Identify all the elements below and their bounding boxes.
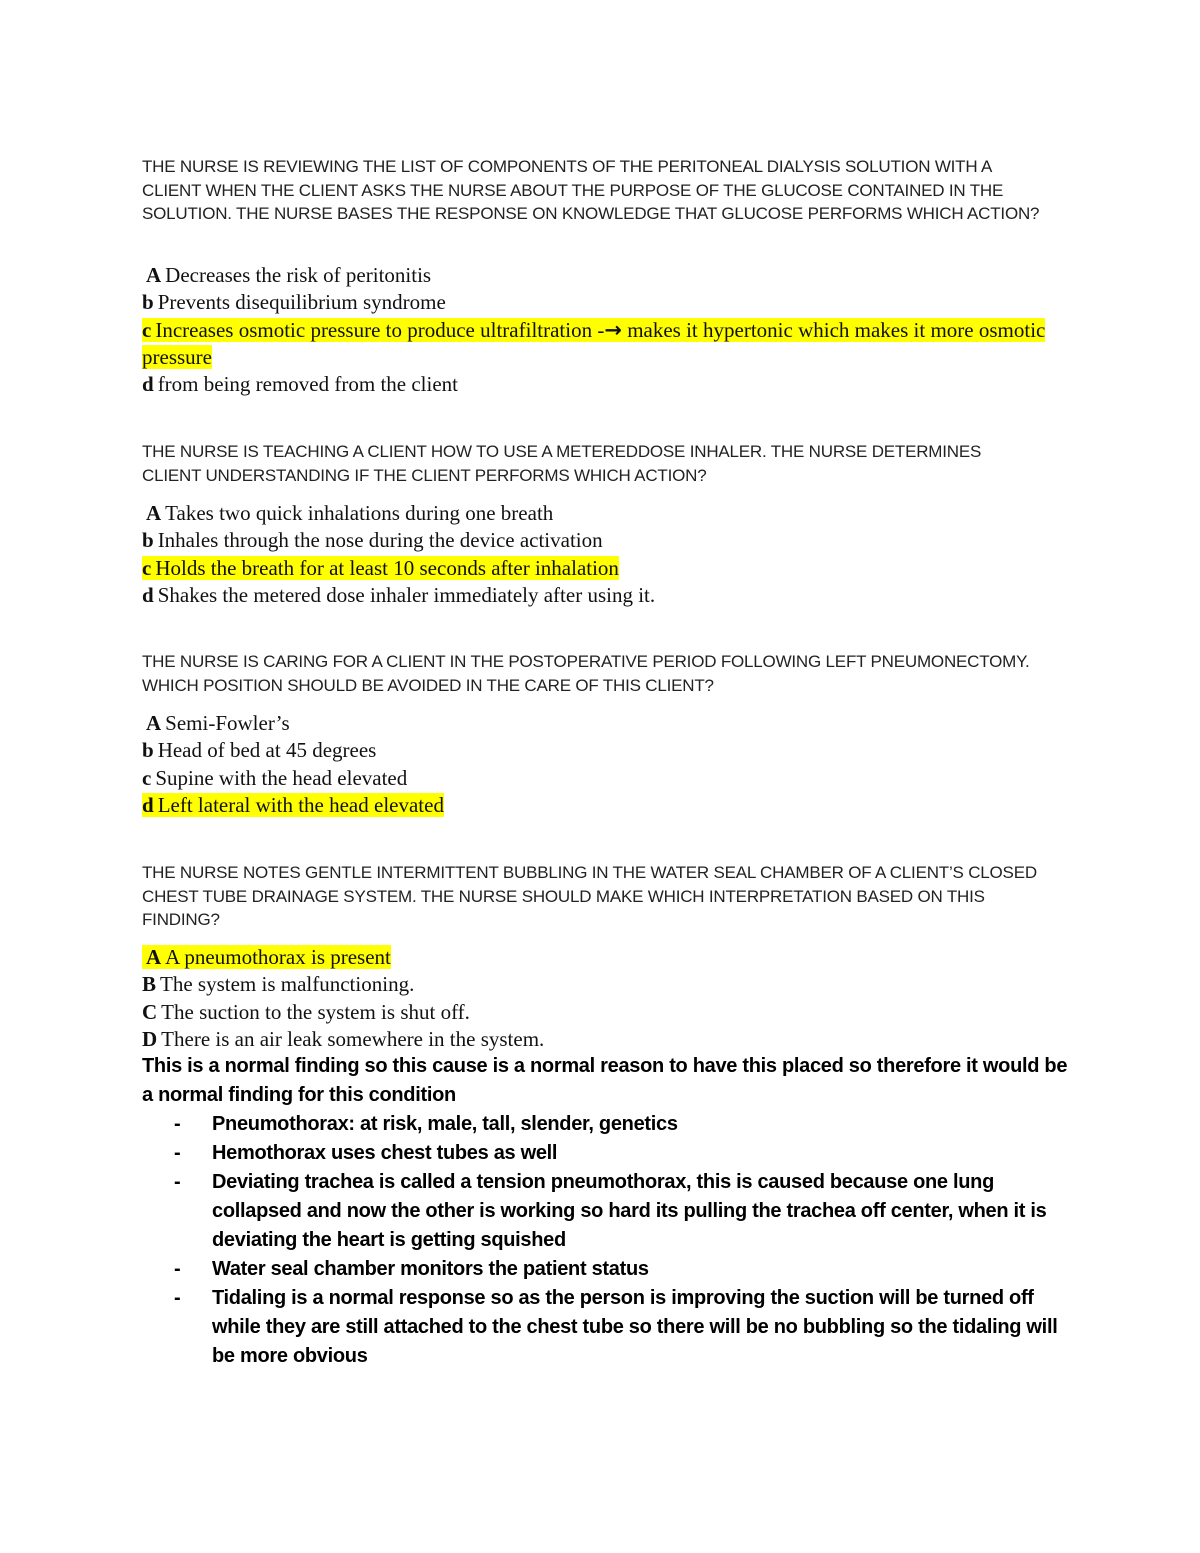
option-text: Inhales through the nose during the device activation [157,528,603,553]
option-text: Holds the breath for at least 10 seconds after inhalation [155,555,619,580]
option-4b [142,971,1062,998]
option-4c [142,999,1062,1026]
option-3b [142,737,1062,764]
question-2-text: THE NURSE IS TEACHING A CLIENT HOW TO USE A METEREDDOSE INHALER. THE NURSE DETERMINES CLIENT UNDERSTANDING IF THE CLIENT PERFORMS WHICH ACTION? [142,442,982,485]
note-item [142,1255,1072,1284]
bullet-dash: - [174,1142,181,1164]
option-letter: b [142,290,154,315]
option-letter: A [146,501,162,525]
option-1b [142,289,1062,316]
question-3-options [142,710,1062,819]
question-2-options [142,500,1062,609]
option-letter: d [142,582,154,607]
highlighted-answer [142,318,1045,369]
option-text: Prevents disequilibrium syndrome [157,290,446,315]
option-text: There is an air leak somewhere in the system. [161,1026,545,1051]
option-text: Takes two quick inhalations during one breath [165,501,554,525]
option-3c [142,765,1062,792]
right-arrow-icon: → [604,317,622,342]
option-text: Head of bed at 45 degrees [157,738,377,763]
bullet-dash: - [174,1113,181,1135]
highlighted-answer [142,556,619,580]
highlighted-answer [142,793,444,817]
option-text: The suction to the system is shut off. [161,999,470,1024]
question-3-text: THE NURSE IS CARING FOR A CLIENT IN THE POSTOPERATIVE PERIOD FOLLOWING LEFT PNEUMONECTOMY. WHICH POSITION SHOULD BE AVOIDED IN THE CARE OF THIS CLIENT? [142,652,1030,695]
option-4d [142,1026,1062,1053]
option-4a [142,944,1062,971]
option-letter: B [142,972,157,997]
highlighted-answer [142,945,391,969]
option-letter: c [142,765,152,790]
option-1d [142,371,1062,398]
option-letter: b [142,738,154,763]
option-2c [142,555,1062,582]
option-text: The system is malfunctioning. [160,972,415,997]
note-item [142,1110,1072,1139]
note-text: Tidaling is a normal response so as the person is improving the suction will be turned off while they are still attached to the chest tube so there will be no bubbling so the tidaling will be more obvious [212,1287,1058,1367]
option-3a [142,710,1062,737]
question-4-text: THE NURSE NOTES GENTLE INTERMITTENT BUBBLING IN THE WATER SEAL CHAMBER OF A CLIENT’S CLOSED CHEST TUBE DRAINAGE SYSTEM. THE NURSE SHOULD MAKE WHICH INTERPRETATION BASED ON THIS FINDING? [142,863,1037,930]
note-text: Pneumothorax: at risk, male, tall, slender, genetics [212,1113,678,1135]
option-3d [142,792,1062,819]
option-2d [142,582,1062,609]
note-item [142,1139,1072,1168]
question-1-text: THE NURSE IS REVIEWING THE LIST OF COMPONENTS OF THE PERITONEAL DIALYSIS SOLUTION WITH A CLIENT WHEN THE CLIENT ASKS THE NURSE ABOUT THE PURPOSE OF THE GLUCOSE CONTAINED IN THE SOLUTION. THE NURSE BASES THE RESPONSE ON KNOWLEDGE THAT GLUCOSE PERFORMS WHICH ACTION? [142,157,1040,224]
question-4-options [142,944,1062,1053]
option-letter: A [146,263,162,287]
option-text: Increases osmotic pressure to produce ultrafiltration - [155,317,605,342]
bullet-dash: - [174,1287,181,1309]
option-2b [142,527,1062,554]
note-text: Deviating trachea is called a tension pneumothorax, this is caused because one lung collapsed and now the other is working so hard its pulling the trachea off center, when it is deviating the heart is getting squished [212,1171,1047,1251]
explanation-text: This is a normal finding so this cause is a normal reason to have this placed so therefore it would be a normal finding for this condition [142,1055,1068,1106]
option-letter: d [142,792,154,817]
option-letter: b [142,528,154,553]
option-text: Supine with the head elevated [155,765,408,790]
bullet-dash: - [174,1171,181,1193]
note-text: Water seal chamber monitors the patient status [212,1258,649,1280]
option-letter: A [146,711,162,735]
option-text: A pneumothorax is present [165,945,391,969]
option-text: from being removed from the client [157,372,459,397]
option-text-continued: makes it hypertonic which makes it more osmotic pressure [142,317,1046,369]
notes-list [142,1110,1072,1371]
note-text: Hemothorax uses chest tubes as well [212,1142,558,1164]
note-item [142,1284,1072,1371]
option-letter: D [142,1026,158,1051]
option-letter: c [142,555,152,580]
bullet-dash: - [174,1258,181,1280]
option-letter: A [146,945,162,969]
question-1-options [142,262,1062,398]
option-letter: d [142,372,154,397]
option-text: Semi-Fowler’s [165,711,290,735]
option-1c [142,317,1062,372]
option-text: Decreases the risk of peritonitis [165,263,432,287]
option-2a [142,500,1062,527]
option-text: Shakes the metered dose inhaler immediately after using it. [157,582,656,607]
option-text: Left lateral with the head elevated [157,792,444,817]
option-1a [142,262,1062,289]
note-item [142,1168,1072,1255]
option-letter: C [142,999,158,1024]
option-letter: c [142,317,152,342]
